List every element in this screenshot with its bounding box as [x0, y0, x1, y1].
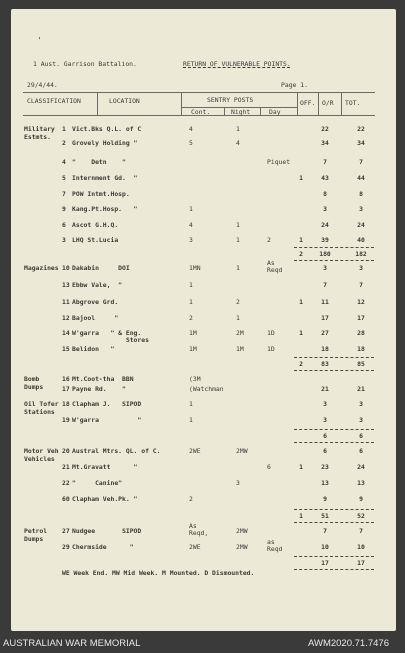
row-night: 4	[236, 139, 240, 147]
row-tot: 3	[359, 400, 363, 408]
row-off: 1	[299, 463, 303, 471]
row-night: 2	[236, 298, 240, 306]
col-location: LOCATION	[109, 97, 140, 105]
row-or: 10	[321, 543, 329, 551]
col-sentry-posts: SENTRY POSTS	[207, 96, 254, 104]
row-day: 1D	[267, 329, 275, 337]
row-or: 21	[321, 385, 329, 393]
classification-label: Motor Veh Vehicles	[24, 447, 59, 463]
row-or: 3	[323, 400, 327, 408]
subtotal-or: 51	[321, 512, 329, 520]
row-loc: Internment Gd. "	[72, 174, 138, 182]
legend: WE Week End. MW Mid Week. M Mounted. D Dismounted.	[62, 569, 255, 577]
row-num: 3	[62, 236, 66, 244]
col-night: Night	[231, 107, 251, 116]
archive-footer	[0, 632, 405, 653]
row-cont: 2WE	[189, 447, 201, 455]
row-or: 7	[323, 527, 327, 535]
row-num: 9	[62, 205, 66, 213]
row-num: 2	[62, 139, 66, 147]
subtotal-tot: 17	[357, 559, 365, 567]
row-or: 8	[323, 190, 327, 198]
row-tot: 7	[359, 281, 363, 289]
row-num: 27	[62, 527, 70, 535]
row-num: 17	[62, 385, 70, 393]
row-or: 23	[321, 463, 329, 471]
row-or: 39	[321, 236, 329, 244]
subtotal-or: 17	[321, 559, 329, 567]
row-night: 1	[236, 264, 240, 272]
unit-name: 1 Aust. Garrison Battalion.	[33, 60, 137, 68]
row-or: 24	[321, 221, 329, 229]
row-night: 2MW	[236, 543, 248, 551]
classification-label: Bomb Dumps	[24, 375, 44, 391]
row-tot: 3	[359, 416, 363, 424]
row-loc: POW Intmt.Hosp.	[72, 190, 130, 198]
row-day: as Reqd	[267, 538, 283, 553]
row-loc: Ascot G.H.Q.	[72, 221, 119, 229]
row-loc: " Detn "	[72, 158, 126, 166]
row-num: 12	[62, 314, 70, 322]
subtotal-rule	[294, 247, 374, 248]
row-or: 34	[321, 139, 329, 147]
subtotal-tot: 6	[359, 432, 363, 440]
col-divider	[318, 92, 319, 115]
row-night: 2MW	[236, 527, 248, 535]
row-loc: Clapham Veh.Pk. "	[72, 495, 138, 503]
subtotal-rule	[294, 370, 374, 371]
row-loc: Bajool "	[72, 314, 119, 322]
col-offr: OFF.	[300, 99, 316, 107]
row-loc: Grovely Holding "	[72, 139, 138, 147]
row-loc: Ebbw Vale, "	[72, 281, 123, 289]
row-tot: 7	[359, 158, 363, 166]
row-off: 1	[299, 174, 303, 182]
row-tot: 3	[359, 205, 363, 213]
row-cont: 1	[189, 416, 193, 424]
subtotal-off: 2	[299, 360, 303, 368]
subtotal-rule	[294, 357, 374, 358]
row-day: 2	[267, 236, 271, 244]
row-tot: 44	[357, 174, 365, 182]
row-off: 1	[299, 236, 303, 244]
header-top-rule	[23, 92, 375, 93]
subtotal-rule	[294, 509, 374, 510]
row-tot: 9	[359, 495, 363, 503]
col-divider	[260, 107, 261, 115]
subtotal-rule	[294, 569, 374, 570]
col-divider	[224, 107, 225, 115]
row-num: 13	[62, 281, 70, 289]
row-num: 15	[62, 345, 70, 353]
row-or: 18	[321, 345, 329, 353]
row-cont: (3M	[189, 375, 201, 383]
col-divider	[341, 92, 342, 115]
subtotal-rule	[294, 260, 374, 261]
row-loc: Mt.Coot-tha BBN	[72, 375, 134, 383]
row-off: 1	[299, 298, 303, 306]
document-page	[11, 9, 396, 631]
subtotal-or: 83	[321, 360, 329, 368]
row-tot: 18	[357, 345, 365, 353]
row-num: 29	[62, 543, 70, 551]
subtotal-rule	[294, 556, 374, 557]
row-tot: 13	[357, 479, 365, 487]
row-tot: 24	[357, 221, 365, 229]
row-day: As Reqd	[267, 259, 283, 274]
row-or: 43	[321, 174, 329, 182]
row-num: 19	[62, 416, 70, 424]
row-cont: 2WE	[189, 543, 201, 551]
row-or: 3	[323, 416, 327, 424]
row-tot: 10	[357, 543, 365, 551]
row-num: 21	[62, 463, 70, 471]
row-cont: 1	[189, 205, 193, 213]
row-cont: 1MN	[189, 264, 201, 272]
col-cont: Cont.	[191, 107, 211, 116]
row-cont: 5	[189, 139, 193, 147]
row-num: 4	[62, 158, 66, 166]
subtotal-or: 6	[323, 432, 327, 440]
row-num: 20	[62, 447, 70, 455]
row-night: 2MW	[236, 447, 248, 455]
classification-label: Petrol Dumps	[24, 527, 48, 543]
row-loc: W'garra " & Eng. Stores	[72, 329, 149, 344]
row-loc: W'garra "	[72, 416, 142, 424]
row-night: 1M	[236, 345, 244, 353]
row-loc: Clapham J. SIPOD	[72, 400, 142, 408]
tick-mark: '	[37, 36, 42, 45]
row-loc: Vict.Bks Q.L. of C	[72, 125, 142, 133]
row-night: 2M	[236, 329, 244, 337]
row-day: 1D	[267, 345, 275, 353]
row-num: 1	[62, 125, 66, 133]
row-num: 6	[62, 221, 66, 229]
row-or: 7	[323, 281, 327, 289]
row-num: 18	[62, 400, 70, 408]
row-or: 3	[323, 264, 327, 272]
document-title: RETURN OF VULNERABLE POINTS.	[183, 60, 291, 68]
row-night: 1	[236, 221, 240, 229]
row-loc: Mt.Gravatt "	[72, 463, 138, 471]
subtotal-tot: 85	[357, 360, 365, 368]
row-cont: 4	[189, 221, 193, 229]
row-tot: 22	[357, 125, 365, 133]
row-num: 5	[62, 174, 66, 182]
classification-label: Magazines	[24, 264, 59, 272]
row-or: 3	[323, 205, 327, 213]
row-num: 7	[62, 190, 66, 198]
row-loc: Nudgee SIPOD	[72, 527, 142, 535]
row-cont: 1	[189, 281, 193, 289]
row-cont: 2	[189, 495, 193, 503]
row-night: 1	[236, 314, 240, 322]
archive-id: AWM2020.71.7476	[308, 638, 389, 649]
archive-name: AUSTRALIAN WAR MEMORIAL	[3, 638, 141, 649]
row-num: 22	[62, 479, 70, 487]
row-day: Piquet	[267, 158, 291, 166]
row-tot: 40	[357, 236, 365, 244]
row-tot: 21	[357, 385, 365, 393]
row-loc: LHQ St.Lucia	[72, 236, 119, 244]
row-tot: 34	[357, 139, 365, 147]
row-or: 13	[321, 479, 329, 487]
row-cont: As Reqd,	[189, 522, 209, 537]
row-loc: Payne Rd. "	[72, 385, 126, 393]
row-or: 27	[321, 329, 329, 337]
row-num: 14	[62, 329, 70, 337]
row-tot: 8	[359, 190, 363, 198]
row-loc: Chermside "	[72, 543, 134, 551]
classification-label: Military Estmts.	[24, 125, 55, 141]
row-loc: " Canine"	[72, 479, 123, 487]
subtotal-tot: 52	[357, 512, 365, 520]
row-loc: Kang.Pt.Hosp. "	[72, 205, 138, 213]
row-cont: 1	[189, 298, 193, 306]
row-tot: 24	[357, 463, 365, 471]
row-cont: 2	[189, 314, 193, 322]
row-or: 22	[321, 125, 329, 133]
row-night: 1	[236, 236, 240, 244]
row-loc: Belidon "	[72, 345, 115, 353]
row-or: 17	[321, 314, 329, 322]
row-loc: Austral Mtrs. QL. of C.	[72, 447, 161, 455]
row-loc: Dakabin DOI	[72, 264, 130, 272]
row-or: 6	[323, 447, 327, 455]
row-cont: 1M	[189, 329, 197, 337]
row-num: 10	[62, 264, 70, 272]
page-number: Page 1.	[281, 81, 308, 89]
row-num: 60	[62, 495, 70, 503]
row-or: 9	[323, 495, 327, 503]
row-cont: (Watchman	[189, 385, 224, 393]
row-cont: 4	[189, 125, 193, 133]
col-tot: TOT.	[345, 99, 361, 107]
row-num: 11	[62, 298, 70, 306]
row-or: 7	[323, 158, 327, 166]
col-divider	[181, 92, 182, 115]
subtotal-rule	[294, 429, 374, 430]
row-loc: Abgrove Grd.	[72, 298, 119, 306]
row-tot: 28	[357, 329, 365, 337]
subtotal-rule	[294, 442, 374, 443]
col-divider	[297, 92, 298, 115]
row-tot: 6	[359, 447, 363, 455]
col-classification: CLASSIFICATION	[27, 97, 81, 105]
classification-label: Oil Tofer Stations	[24, 400, 59, 416]
subtotal-off: 2	[299, 250, 303, 258]
col-divider	[97, 92, 98, 115]
subtotal-or: 180	[319, 250, 331, 258]
subtotal-off: 1	[299, 512, 303, 520]
row-tot: 7	[359, 527, 363, 535]
col-day: Day	[269, 107, 281, 116]
subtotal-tot: 182	[355, 250, 367, 258]
row-cont: 3	[189, 236, 193, 244]
row-num: 16	[62, 375, 70, 383]
row-tot: 17	[357, 314, 365, 322]
row-night: 1	[236, 125, 240, 133]
row-off: 1	[299, 329, 303, 337]
document-date: 29/4/44.	[27, 81, 58, 89]
row-tot: 12	[357, 298, 365, 306]
row-night: 3	[236, 479, 240, 487]
col-or: O/R	[322, 99, 334, 107]
row-cont: 1	[189, 400, 193, 408]
row-or: 11	[321, 298, 329, 306]
row-cont: 1M	[189, 345, 197, 353]
row-day: 6	[267, 463, 271, 471]
subtotal-rule	[294, 522, 374, 523]
row-tot: 3	[359, 264, 363, 272]
